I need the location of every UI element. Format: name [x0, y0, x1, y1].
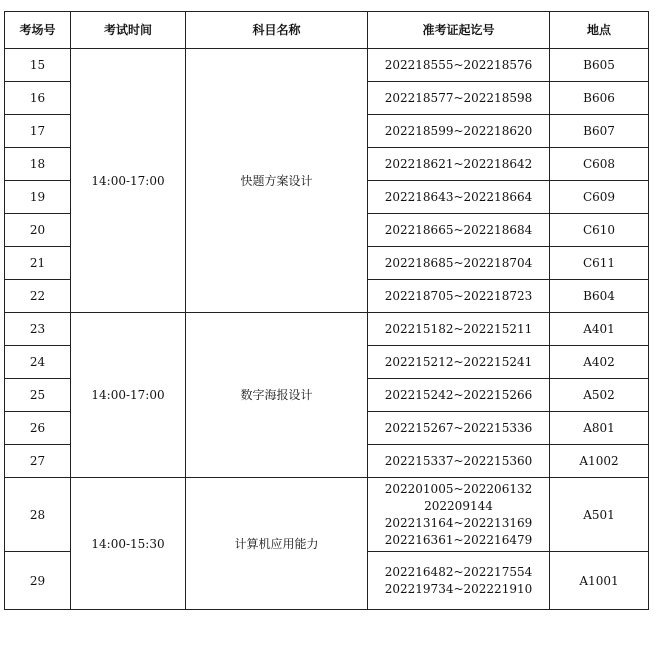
ticket-range-cell: 202215267~202215336 [368, 412, 550, 445]
ticket-range-cell: 202218555~202218576 [368, 49, 550, 82]
header-row [5, 12, 649, 49]
subject-cell: 计算机应用能力 [186, 478, 368, 610]
ticket-range-cell: 202218665~202218684 [368, 214, 550, 247]
room-cell: 23 [5, 313, 71, 346]
location-cell: B607 [550, 115, 649, 148]
room-cell: 28 [5, 478, 71, 552]
room-cell: 22 [5, 280, 71, 313]
location-cell: A1002 [550, 445, 649, 478]
location-cell: C608 [550, 148, 649, 181]
room-cell: 19 [5, 181, 71, 214]
room-cell: 25 [5, 379, 71, 412]
time-cell: 14:00-17:00 [71, 49, 186, 313]
header-time: 考试时间 [71, 12, 186, 49]
ticket-range-cell: 202218621~202218642 [368, 148, 550, 181]
header-subject: 科目名称 [186, 12, 368, 49]
ticket-range-line: 202216361~202216479 [384, 532, 533, 547]
ticket-range-cell: 202215242~202215266 [368, 379, 550, 412]
room-cell: 21 [5, 247, 71, 280]
room-cell: 29 [5, 552, 71, 610]
header-ticket-range: 准考证起讫号 [368, 12, 550, 49]
ticket-range-line: 202213164~202213169 [384, 515, 533, 530]
ticket-range-cell: 202215182~202215211 [368, 313, 550, 346]
header-location: 地点 [550, 12, 649, 49]
ticket-range-cell [368, 552, 550, 610]
ticket-range-cell: 202215212~202215241 [368, 346, 550, 379]
table-row [5, 478, 649, 552]
subject-cell: 数字海报设计 [186, 313, 368, 478]
table-row [5, 49, 649, 82]
ticket-range-cell: 202218705~202218723 [368, 280, 550, 313]
ticket-range-line: 202216482~202217554 [384, 564, 533, 579]
location-cell: B605 [550, 49, 649, 82]
room-cell: 26 [5, 412, 71, 445]
location-cell: A501 [550, 478, 649, 552]
room-cell: 20 [5, 214, 71, 247]
room-cell: 16 [5, 82, 71, 115]
time-cell: 14:00-17:00 [71, 313, 186, 478]
ticket-range-cell: 202218599~202218620 [368, 115, 550, 148]
location-cell: A502 [550, 379, 649, 412]
location-cell: B604 [550, 280, 649, 313]
location-cell: B606 [550, 82, 649, 115]
location-cell: C610 [550, 214, 649, 247]
ticket-range-cell [368, 478, 550, 552]
ticket-range-cell: 202215337~202215360 [368, 445, 550, 478]
room-cell: 18 [5, 148, 71, 181]
ticket-range-cell: 202218643~202218664 [368, 181, 550, 214]
location-cell: A1001 [550, 552, 649, 610]
location-cell: A401 [550, 313, 649, 346]
ticket-range-cell: 202218577~202218598 [368, 82, 550, 115]
header-room: 考场号 [5, 12, 71, 49]
location-cell: C611 [550, 247, 649, 280]
time-cell: 14:00-15:30 [71, 478, 186, 610]
location-cell: C609 [550, 181, 649, 214]
room-cell: 27 [5, 445, 71, 478]
ticket-range-line: 202201005~202206132 [384, 481, 533, 496]
ticket-range-cell: 202218685~202218704 [368, 247, 550, 280]
location-cell: A402 [550, 346, 649, 379]
room-cell: 24 [5, 346, 71, 379]
exam-schedule-table [4, 11, 649, 610]
room-cell: 15 [5, 49, 71, 82]
ticket-range-line: 202209144 [424, 498, 493, 513]
table-row [5, 313, 649, 346]
location-cell: A801 [550, 412, 649, 445]
ticket-range-line: 202219734~202221910 [384, 581, 533, 596]
subject-cell: 快题方案设计 [186, 49, 368, 313]
room-cell: 17 [5, 115, 71, 148]
